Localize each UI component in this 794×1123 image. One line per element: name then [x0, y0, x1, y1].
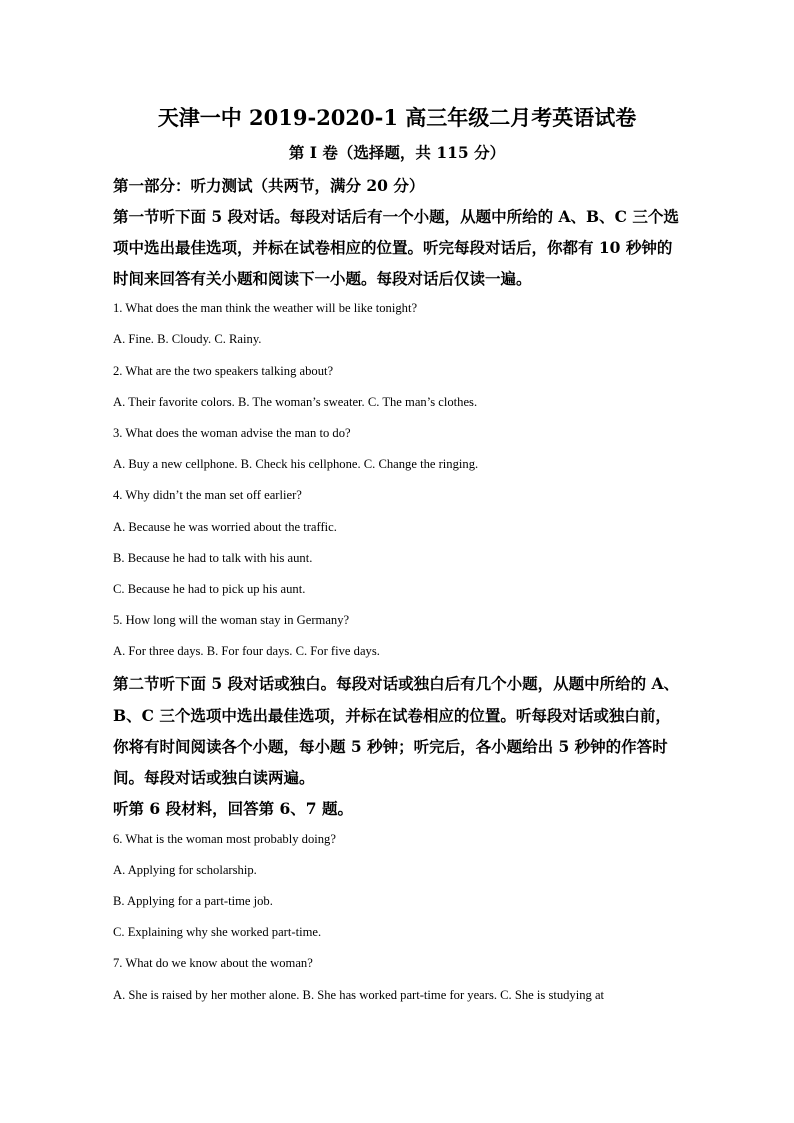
section1-instruction-line: 时间来回答有关小题和阅读下一小题。每段对话后仅读一遍。 — [113, 269, 532, 288]
option-4c: C. Because he had to pick up his aunt. — [113, 582, 306, 596]
question-5: 5. How long will the woman stay in Germany? — [113, 613, 350, 627]
options-7: A. She is raised by her mother alone. B. She has worked part-time for years. C. She is studying at — [113, 988, 605, 1002]
section2-instruction-line: 第二节听下面 5 段对话或独白。每段对话或独白后有几个小题，从题中所给的 A、 — [113, 674, 680, 693]
options-5: A. For three days. B. For four days. C. For five days. — [113, 644, 380, 658]
options-1: A. Fine. B. Cloudy. C. Rainy. — [113, 332, 262, 346]
option-4b: B. Because he had to talk with his aunt. — [113, 551, 313, 565]
question-4: 4. Why didn’t the man set off earlier? — [113, 488, 302, 502]
question-7: 7. What do we know about the woman? — [113, 956, 313, 970]
section2-instruction-line: 你将有时间阅读各个小题，每小题 5 秒钟；听完后，各小题给出 5 秒钟的作答时 — [113, 737, 668, 756]
material6-heading: 听第 6 段材料，回答第 6、7 题。 — [113, 799, 353, 818]
option-6b: B. Applying for a part-time job. — [113, 894, 273, 908]
question-1: 1. What does the man think the weather will be like tonight? — [113, 301, 418, 315]
section2-instruction-line: B、C 三个选项中选出最佳选项，并标在试卷相应的位置。听每段对话或独白前， — [113, 706, 671, 725]
option-4a: A. Because he was worried about the traffic. — [113, 520, 337, 534]
option-6c: C. Explaining why she worked part-time. — [113, 925, 322, 939]
question-2: 2. What are the two speakers talking about? — [113, 364, 334, 378]
question-3: 3. What does the woman advise the man to do? — [113, 426, 351, 440]
section1-instruction-line: 项中选出最佳选项，并标在试卷相应的位置。听完每段对话后，你都有 10 秒钟的 — [113, 238, 673, 257]
section1-instruction-line: 第一节听下面 5 段对话。每段对话后有一个小题，从题中所给的 A、B、C 三个选 — [113, 207, 679, 226]
section2-instruction-line: 间。每段对话或独白读两遍。 — [113, 768, 315, 787]
part1-heading: 第一部分：听力测试（共两节，满分 20 分） — [113, 176, 425, 195]
options-3: A. Buy a new cellphone. B. Check his cellphone. C. Change the ringing. — [113, 457, 479, 471]
question-6: 6. What is the woman most probably doing? — [113, 832, 336, 846]
exam-subtitle: 第 I 卷（选择题，共 115 分） — [288, 143, 506, 162]
options-2: A. Their favorite colors. B. The woman’s sweater. C. The man’s clothes. — [113, 395, 478, 409]
exam-title: 天津一中 2019-2020-1 高三年级二月考英语试卷 — [157, 105, 637, 130]
option-6a: A. Applying for scholarship. — [113, 863, 257, 877]
